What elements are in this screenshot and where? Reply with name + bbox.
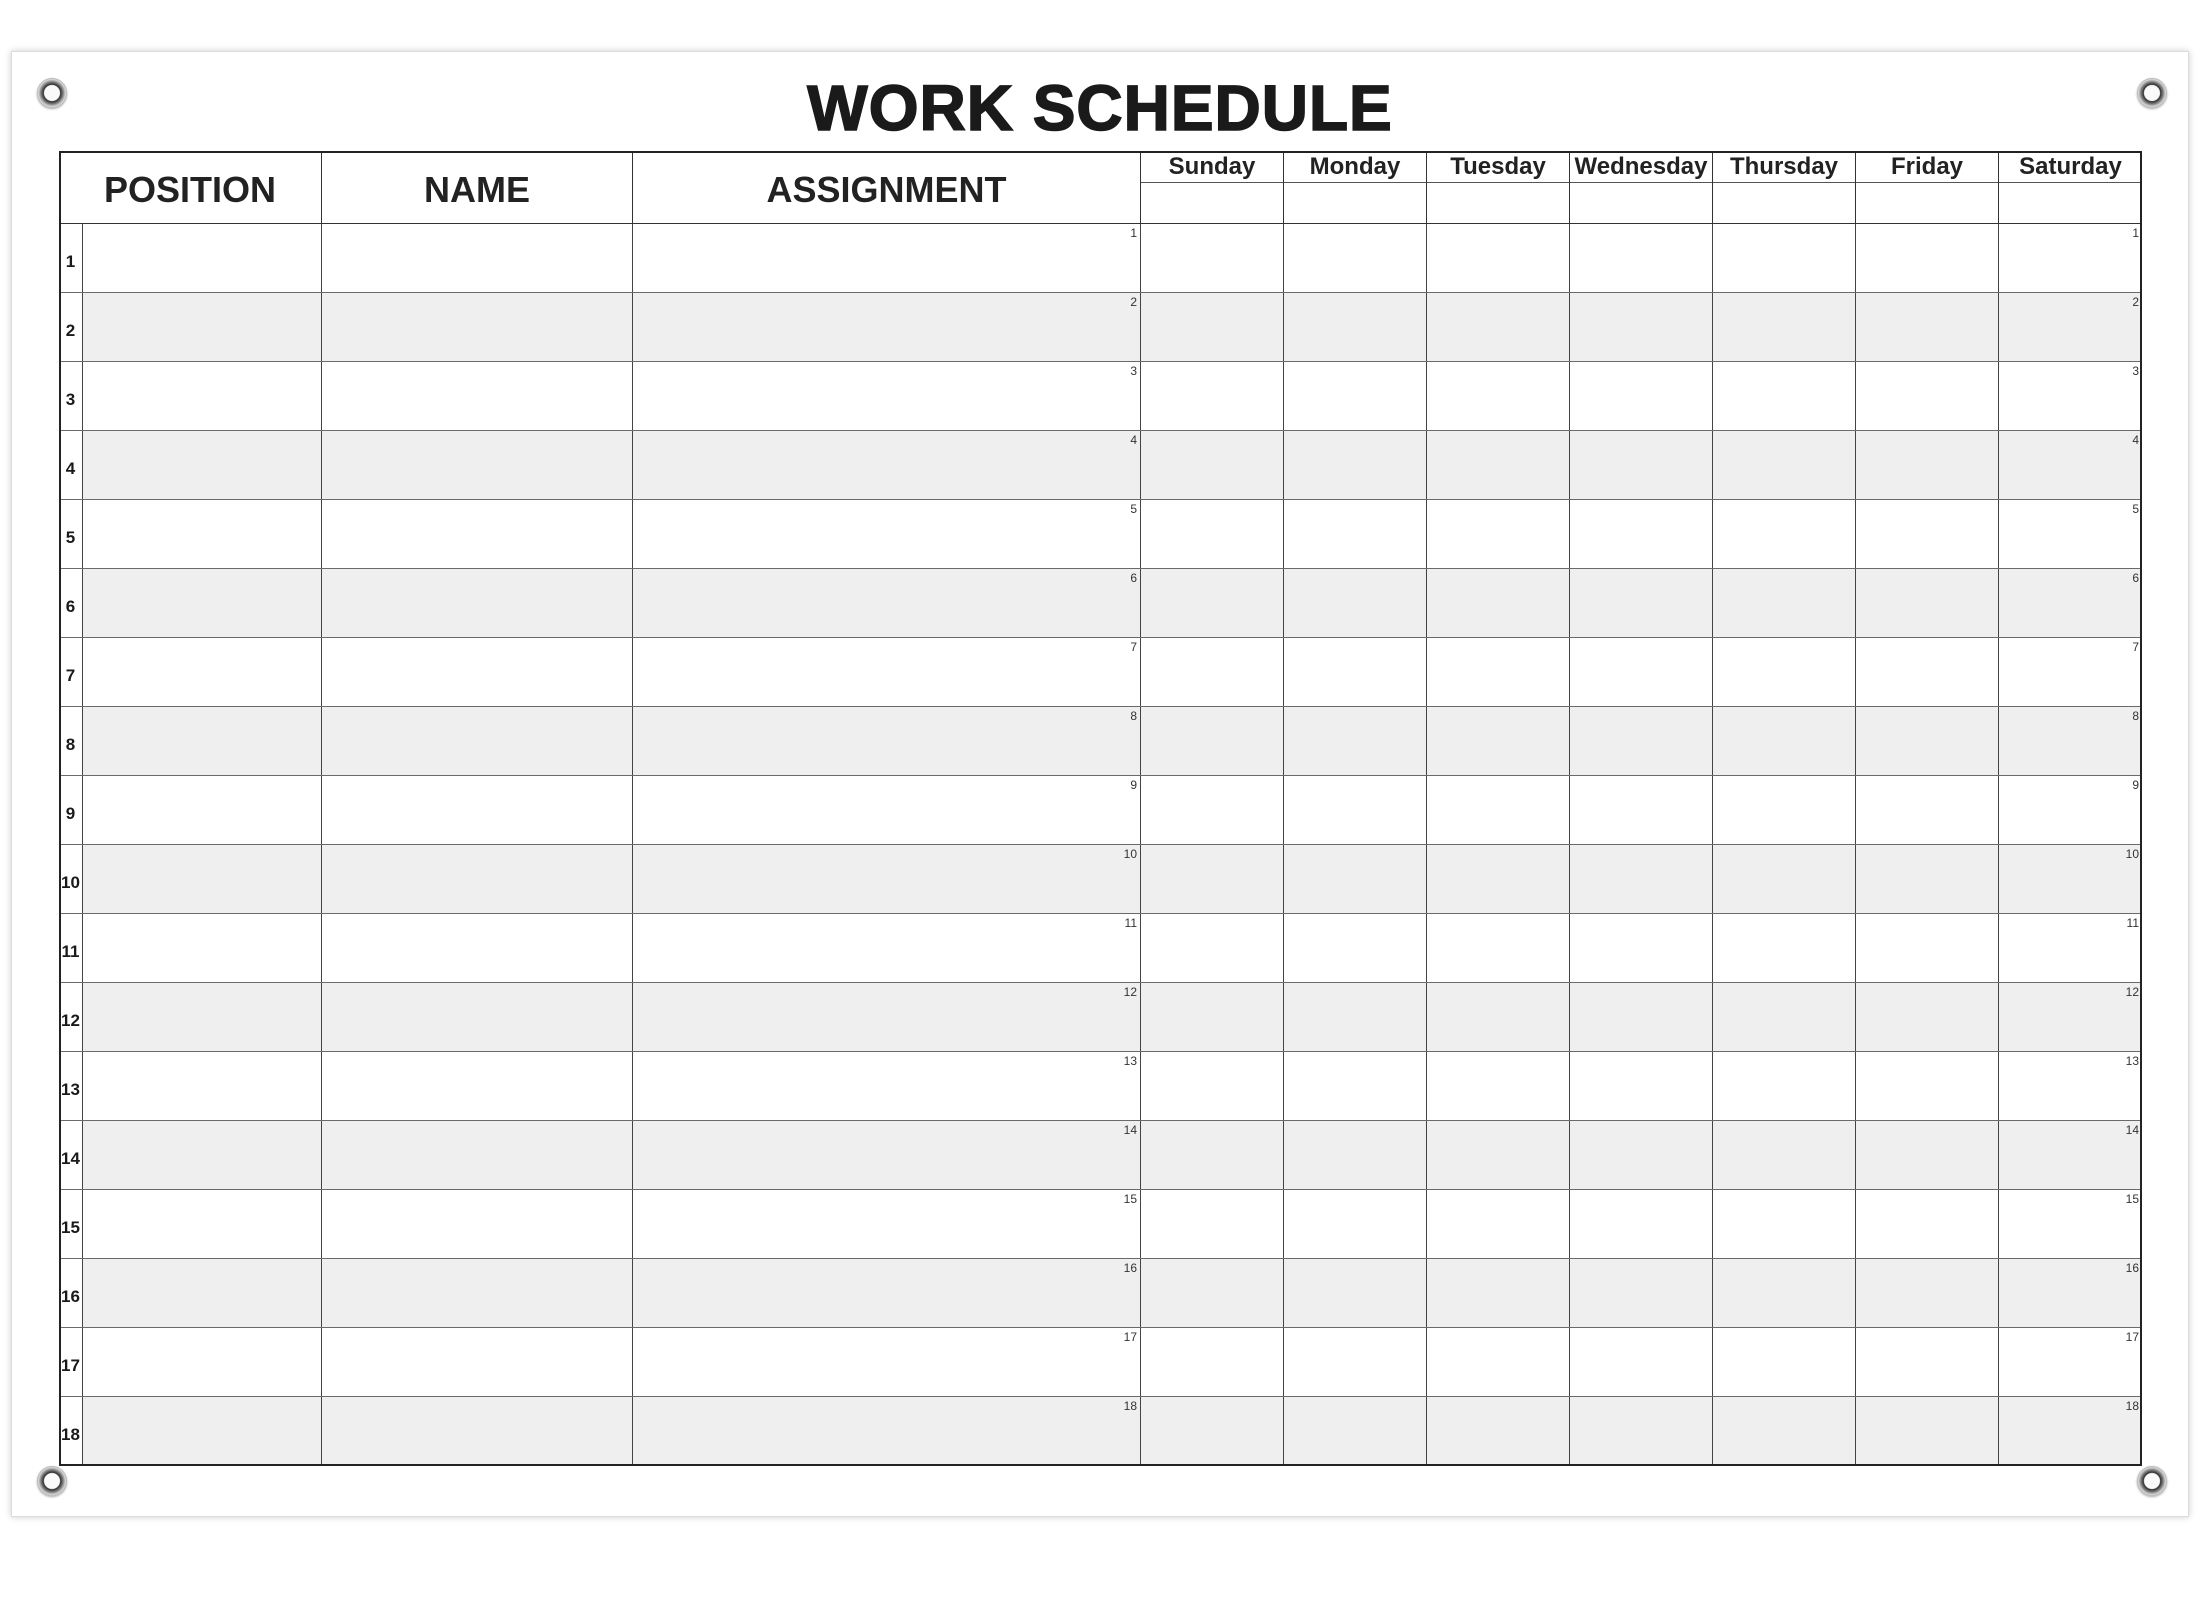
thursday-cell	[1713, 776, 1856, 844]
row-number: 6	[59, 569, 83, 637]
name-cell	[322, 638, 633, 706]
monday-date-slot	[1284, 183, 1426, 222]
position-cell	[83, 845, 322, 913]
page-title: WORK SCHEDULE	[807, 72, 1393, 144]
row-number: 16	[59, 1259, 83, 1327]
monday-cell	[1284, 1121, 1427, 1189]
sunday-cell	[1141, 1259, 1284, 1327]
assignment-row-marker: 6	[1130, 571, 1137, 585]
name-cell	[322, 1259, 633, 1327]
assignment-cell	[633, 569, 1141, 637]
saturday-row-marker: 2	[2132, 295, 2139, 309]
position-cell	[83, 1397, 322, 1466]
assignment-cell	[633, 1259, 1141, 1327]
row-number: 12	[59, 983, 83, 1051]
saturday-row-marker: 14	[2125, 1123, 2139, 1137]
friday-cell	[1856, 983, 1999, 1051]
assignment-cell	[633, 431, 1141, 499]
assignment-cell	[633, 1190, 1141, 1258]
position-cell	[83, 1328, 322, 1396]
friday-cell	[1856, 1328, 1999, 1396]
header-name: NAME	[322, 151, 633, 224]
header-assignment: ASSIGNMENT	[633, 151, 1141, 224]
table-row	[59, 224, 2142, 293]
assignment-row-marker: 4	[1130, 433, 1137, 447]
name-cell	[322, 224, 633, 292]
table-row	[59, 914, 2142, 983]
saturday-row-marker: 11	[2126, 916, 2139, 930]
day-header-tuesday	[1427, 151, 1570, 224]
saturday-row-marker: 5	[2132, 502, 2139, 516]
day-header-saturday	[1999, 151, 2142, 224]
day-label-saturday: Saturday	[1999, 151, 2142, 183]
saturday-row-marker: 7	[2132, 640, 2139, 654]
thursday-cell	[1713, 1190, 1856, 1258]
assignment-cell	[633, 1328, 1141, 1396]
assignment-cell	[633, 1397, 1141, 1466]
monday-cell	[1284, 569, 1427, 637]
assignment-row-marker: 15	[1123, 1192, 1137, 1206]
assignment-cell	[633, 707, 1141, 775]
saturday-cell	[1999, 1397, 2142, 1466]
saturday-cell	[1999, 1052, 2142, 1120]
tuesday-cell	[1427, 1190, 1570, 1258]
wednesday-cell	[1570, 776, 1713, 844]
day-label-wednesday: Wednesday	[1570, 151, 1712, 183]
wednesday-cell	[1570, 845, 1713, 913]
saturday-row-marker: 15	[2125, 1192, 2139, 1206]
tuesday-cell	[1427, 983, 1570, 1051]
assignment-cell	[633, 500, 1141, 568]
saturday-date-slot	[1999, 183, 2142, 222]
saturday-row-marker: 18	[2125, 1399, 2139, 1413]
grommet-bottom-right	[2137, 1466, 2167, 1496]
wednesday-cell	[1570, 293, 1713, 361]
wednesday-cell	[1570, 500, 1713, 568]
assignment-cell	[633, 1121, 1141, 1189]
table-row	[59, 845, 2142, 914]
wednesday-cell	[1570, 914, 1713, 982]
wednesday-cell	[1570, 224, 1713, 292]
saturday-cell	[1999, 1328, 2142, 1396]
thursday-cell	[1713, 293, 1856, 361]
sunday-cell	[1141, 638, 1284, 706]
day-header-friday	[1856, 151, 1999, 224]
friday-cell	[1856, 1397, 1999, 1466]
row-number: 3	[59, 362, 83, 430]
table-row	[59, 1121, 2142, 1190]
saturday-row-marker: 3	[2132, 364, 2139, 378]
sunday-cell	[1141, 569, 1284, 637]
saturday-cell	[1999, 569, 2142, 637]
table-row	[59, 362, 2142, 431]
name-cell	[322, 1190, 633, 1258]
row-number: 15	[59, 1190, 83, 1258]
thursday-date-slot	[1713, 183, 1855, 222]
row-number: 8	[59, 707, 83, 775]
monday-cell	[1284, 1328, 1427, 1396]
position-cell	[83, 1121, 322, 1189]
thursday-cell	[1713, 224, 1856, 292]
table-row	[59, 776, 2142, 845]
table-row	[59, 293, 2142, 362]
wednesday-cell	[1570, 431, 1713, 499]
row-number: 5	[59, 500, 83, 568]
monday-cell	[1284, 1259, 1427, 1327]
sunday-cell	[1141, 1397, 1284, 1466]
day-label-monday: Monday	[1284, 151, 1426, 183]
day-header-thursday	[1713, 151, 1856, 224]
monday-cell	[1284, 1397, 1427, 1466]
saturday-cell	[1999, 500, 2142, 568]
saturday-cell	[1999, 638, 2142, 706]
position-cell	[83, 707, 322, 775]
tuesday-cell	[1427, 707, 1570, 775]
position-cell	[83, 293, 322, 361]
monday-cell	[1284, 638, 1427, 706]
row-number: 14	[59, 1121, 83, 1189]
tuesday-cell	[1427, 293, 1570, 361]
assignment-cell	[633, 293, 1141, 361]
day-header-monday	[1284, 151, 1427, 224]
position-cell	[83, 1190, 322, 1258]
grommet-bottom-left	[37, 1466, 67, 1496]
name-cell	[322, 1397, 633, 1466]
saturday-cell	[1999, 776, 2142, 844]
sunday-cell	[1141, 293, 1284, 361]
sunday-cell	[1141, 914, 1284, 982]
assignment-row-marker: 2	[1130, 295, 1137, 309]
monday-cell	[1284, 1190, 1427, 1258]
wednesday-cell	[1570, 1121, 1713, 1189]
row-number: 7	[59, 638, 83, 706]
tuesday-cell	[1427, 500, 1570, 568]
tuesday-cell	[1427, 569, 1570, 637]
position-cell	[83, 1052, 322, 1120]
friday-cell	[1856, 638, 1999, 706]
row-number: 4	[59, 431, 83, 499]
sunday-cell	[1141, 1328, 1284, 1396]
monday-cell	[1284, 845, 1427, 913]
name-cell	[322, 845, 633, 913]
saturday-cell	[1999, 983, 2142, 1051]
friday-cell	[1856, 569, 1999, 637]
assignment-row-marker: 18	[1123, 1399, 1137, 1413]
thursday-cell	[1713, 1397, 1856, 1466]
name-cell	[322, 1121, 633, 1189]
tuesday-cell	[1427, 776, 1570, 844]
name-cell	[322, 1052, 633, 1120]
assignment-cell	[633, 638, 1141, 706]
wednesday-cell	[1570, 1328, 1713, 1396]
row-number: 1	[59, 224, 83, 292]
thursday-cell	[1713, 362, 1856, 430]
monday-cell	[1284, 1052, 1427, 1120]
tuesday-cell	[1427, 1259, 1570, 1327]
row-number: 11	[59, 914, 83, 982]
tuesday-cell	[1427, 431, 1570, 499]
assignment-row-marker: 5	[1130, 502, 1137, 516]
sunday-cell	[1141, 500, 1284, 568]
thursday-cell	[1713, 569, 1856, 637]
thursday-cell	[1713, 431, 1856, 499]
sunday-cell	[1141, 1190, 1284, 1258]
friday-date-slot	[1856, 183, 1998, 222]
saturday-cell	[1999, 293, 2142, 361]
assignment-cell	[633, 224, 1141, 292]
sunday-cell	[1141, 224, 1284, 292]
saturday-row-marker: 10	[2125, 847, 2139, 861]
friday-cell	[1856, 1121, 1999, 1189]
assignment-row-marker: 16	[1123, 1261, 1137, 1275]
day-header-wednesday	[1570, 151, 1713, 224]
assignment-cell	[633, 362, 1141, 430]
saturday-cell	[1999, 914, 2142, 982]
wednesday-cell	[1570, 362, 1713, 430]
monday-cell	[1284, 362, 1427, 430]
friday-cell	[1856, 224, 1999, 292]
saturday-row-marker: 4	[2132, 433, 2139, 447]
wednesday-cell	[1570, 983, 1713, 1051]
wednesday-cell	[1570, 1397, 1713, 1466]
thursday-cell	[1713, 845, 1856, 913]
monday-cell	[1284, 293, 1427, 361]
table-row	[59, 431, 2142, 500]
saturday-row-marker: 16	[2125, 1261, 2139, 1275]
wednesday-cell	[1570, 707, 1713, 775]
assignment-row-marker: 13	[1123, 1054, 1137, 1068]
saturday-cell	[1999, 845, 2142, 913]
thursday-cell	[1713, 914, 1856, 982]
table-row	[59, 1397, 2142, 1466]
table-row	[59, 707, 2142, 776]
tuesday-cell	[1427, 1397, 1570, 1466]
assignment-cell	[633, 776, 1141, 844]
monday-cell	[1284, 431, 1427, 499]
wednesday-cell	[1570, 1190, 1713, 1258]
assignment-cell	[633, 1052, 1141, 1120]
position-cell	[83, 638, 322, 706]
friday-cell	[1856, 707, 1999, 775]
position-cell	[83, 362, 322, 430]
saturday-row-marker: 1	[2132, 226, 2139, 240]
tuesday-cell	[1427, 845, 1570, 913]
saturday-row-marker: 8	[2132, 709, 2139, 723]
assignment-row-marker: 17	[1123, 1330, 1137, 1344]
row-number: 10	[59, 845, 83, 913]
day-label-sunday: Sunday	[1141, 151, 1283, 183]
wednesday-date-slot	[1570, 183, 1712, 222]
table-row	[59, 500, 2142, 569]
sunday-cell	[1141, 1052, 1284, 1120]
monday-cell	[1284, 776, 1427, 844]
table-row	[59, 569, 2142, 638]
friday-cell	[1856, 431, 1999, 499]
name-cell	[322, 293, 633, 361]
name-cell	[322, 707, 633, 775]
friday-cell	[1856, 776, 1999, 844]
saturday-cell	[1999, 1121, 2142, 1189]
assignment-row-marker: 7	[1130, 640, 1137, 654]
header-position: POSITION	[59, 151, 322, 224]
saturday-cell	[1999, 1190, 2142, 1258]
assignment-cell	[633, 914, 1141, 982]
assignment-row-marker: 3	[1130, 364, 1137, 378]
saturday-cell	[1999, 224, 2142, 292]
saturday-cell	[1999, 362, 2142, 430]
thursday-cell	[1713, 1328, 1856, 1396]
position-cell	[83, 1259, 322, 1327]
table-row	[59, 1328, 2142, 1397]
name-cell	[322, 500, 633, 568]
name-cell	[322, 569, 633, 637]
monday-cell	[1284, 914, 1427, 982]
friday-cell	[1856, 914, 1999, 982]
tuesday-cell	[1427, 362, 1570, 430]
friday-cell	[1856, 1259, 1999, 1327]
table-row	[59, 983, 2142, 1052]
day-label-tuesday: Tuesday	[1427, 151, 1569, 183]
saturday-cell	[1999, 431, 2142, 499]
row-number: 2	[59, 293, 83, 361]
name-cell	[322, 776, 633, 844]
sunday-date-slot	[1141, 183, 1283, 222]
monday-cell	[1284, 500, 1427, 568]
position-cell	[83, 914, 322, 982]
position-cell	[83, 776, 322, 844]
saturday-cell	[1999, 1259, 2142, 1327]
table-row	[59, 1259, 2142, 1328]
row-number: 17	[59, 1328, 83, 1396]
position-cell	[83, 431, 322, 499]
thursday-cell	[1713, 1052, 1856, 1120]
sunday-cell	[1141, 983, 1284, 1051]
assignment-row-marker: 10	[1123, 847, 1137, 861]
thursday-cell	[1713, 500, 1856, 568]
tuesday-cell	[1427, 1121, 1570, 1189]
friday-cell	[1856, 362, 1999, 430]
thursday-cell	[1713, 1121, 1856, 1189]
assignment-row-marker: 9	[1130, 778, 1137, 792]
position-cell	[83, 224, 322, 292]
table-row	[59, 1190, 2142, 1259]
friday-cell	[1856, 293, 1999, 361]
assignment-row-marker: 11	[1124, 916, 1137, 930]
schedule-table	[59, 151, 2142, 1466]
tuesday-cell	[1427, 914, 1570, 982]
saturday-row-marker: 13	[2125, 1054, 2139, 1068]
sunday-cell	[1141, 845, 1284, 913]
thursday-cell	[1713, 1259, 1856, 1327]
row-number: 18	[59, 1397, 83, 1466]
assignment-row-marker: 8	[1130, 709, 1137, 723]
saturday-row-marker: 9	[2132, 778, 2139, 792]
assignment-cell	[633, 845, 1141, 913]
name-cell	[322, 983, 633, 1051]
saturday-row-marker: 17	[2125, 1330, 2139, 1344]
name-cell	[322, 1328, 633, 1396]
table-row	[59, 1052, 2142, 1121]
friday-cell	[1856, 845, 1999, 913]
day-label-thursday: Thursday	[1713, 151, 1855, 183]
row-number: 9	[59, 776, 83, 844]
assignment-row-marker: 14	[1123, 1123, 1137, 1137]
assignment-cell	[633, 983, 1141, 1051]
sunday-cell	[1141, 431, 1284, 499]
tuesday-cell	[1427, 638, 1570, 706]
assignment-row-marker: 12	[1123, 985, 1137, 999]
saturday-row-marker: 6	[2132, 571, 2139, 585]
position-cell	[83, 500, 322, 568]
friday-cell	[1856, 500, 1999, 568]
name-cell	[322, 431, 633, 499]
monday-cell	[1284, 983, 1427, 1051]
saturday-cell	[1999, 707, 2142, 775]
monday-cell	[1284, 224, 1427, 292]
table-row	[59, 638, 2142, 707]
thursday-cell	[1713, 638, 1856, 706]
tuesday-cell	[1427, 1052, 1570, 1120]
wednesday-cell	[1570, 1259, 1713, 1327]
thursday-cell	[1713, 707, 1856, 775]
wednesday-cell	[1570, 1052, 1713, 1120]
assignment-row-marker: 1	[1130, 226, 1137, 240]
monday-cell	[1284, 707, 1427, 775]
day-label-friday: Friday	[1856, 151, 1998, 183]
thursday-cell	[1713, 983, 1856, 1051]
day-header-sunday	[1141, 151, 1284, 224]
tuesday-cell	[1427, 224, 1570, 292]
wednesday-cell	[1570, 638, 1713, 706]
sunday-cell	[1141, 362, 1284, 430]
friday-cell	[1856, 1190, 1999, 1258]
position-cell	[83, 569, 322, 637]
tuesday-date-slot	[1427, 183, 1569, 222]
sunday-cell	[1141, 707, 1284, 775]
position-cell	[83, 983, 322, 1051]
sunday-cell	[1141, 776, 1284, 844]
row-number: 13	[59, 1052, 83, 1120]
name-cell	[322, 362, 633, 430]
wednesday-cell	[1570, 569, 1713, 637]
name-cell	[322, 914, 633, 982]
saturday-row-marker: 12	[2125, 985, 2139, 999]
friday-cell	[1856, 1052, 1999, 1120]
sunday-cell	[1141, 1121, 1284, 1189]
tuesday-cell	[1427, 1328, 1570, 1396]
